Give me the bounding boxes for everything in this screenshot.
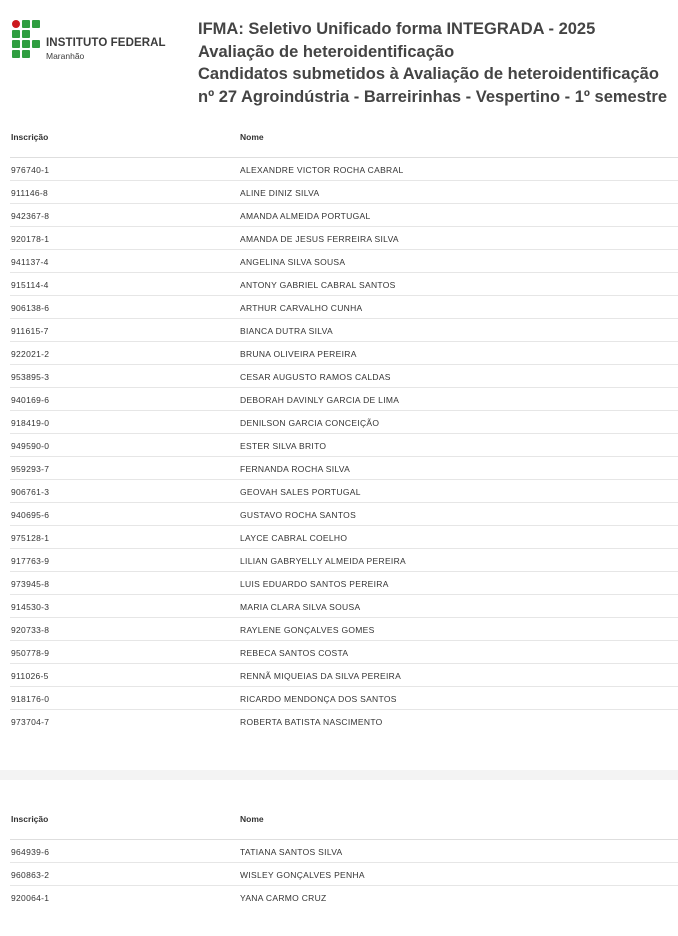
nome-cell: CESAR AUGUSTO RAMOS CALDAS <box>240 372 391 382</box>
table-header <box>10 806 678 840</box>
inscricao-cell: 918176-0 <box>11 694 50 704</box>
inscricao-cell: 949590-0 <box>11 441 50 451</box>
inscricao-cell: 940695-6 <box>11 510 50 520</box>
nome-cell: GUSTAVO ROCHA SANTOS <box>240 510 357 520</box>
inscricao-cell: 920064-1 <box>11 893 50 903</box>
table-row <box>10 549 678 572</box>
nome-cell: RAYLENE GONÇALVES GOMES <box>240 625 375 635</box>
nome-cell: LILIAN GABRYELLY ALMEIDA PEREIRA <box>240 556 406 566</box>
inscricao-cell: 950778-9 <box>11 648 50 658</box>
title-line-3: Candidatos submetidos à Avaliação de heteroidentificação <box>198 65 659 83</box>
inscricao-cell: 914530-3 <box>11 602 50 612</box>
inscricao-cell: 953895-3 <box>11 372 50 382</box>
title-line-1: IFMA: Seletivo Unificado forma INTEGRADA - 2025 <box>198 20 596 38</box>
table-row <box>10 250 678 273</box>
table-row <box>10 863 678 886</box>
table-row <box>10 434 678 457</box>
table-row <box>10 388 678 411</box>
table-row <box>10 687 678 710</box>
nome-cell: GEOVAH SALES PORTUGAL <box>240 487 361 497</box>
nome-cell: ALINE DINIZ SILVA <box>240 188 320 198</box>
table-body <box>10 840 678 908</box>
table-row <box>10 641 678 664</box>
inscricao-cell: 976740-1 <box>11 165 50 175</box>
logo-campus: Maranhão <box>46 51 85 61</box>
title-line-2: Avaliação de heteroidentificação <box>198 42 455 61</box>
candidates-table-1 <box>10 124 678 732</box>
inscricao-cell: 920178-1 <box>11 234 50 244</box>
nome-cell: BIANCA DUTRA SILVA <box>240 326 333 336</box>
nome-cell: ANTONY GABRIEL CABRAL SANTOS <box>240 280 396 290</box>
inscricao-cell: 940169-6 <box>11 395 50 405</box>
title-line-4: nº 27 Agroindústria - Barreirinhas - Vespertino - 1º semestre <box>198 87 668 106</box>
inscricao-cell: 915114-4 <box>11 280 49 290</box>
table-row <box>10 365 678 388</box>
table-row <box>10 181 678 204</box>
table-row <box>10 526 678 549</box>
table-row <box>10 503 678 526</box>
inscricao-cell: 941137-4 <box>11 257 49 267</box>
table-row <box>10 572 678 595</box>
nome-cell: ARTHUR CARVALHO CUNHA <box>240 303 363 313</box>
inscricao-cell: 922021-2 <box>11 349 50 359</box>
nome-cell: AMANDA ALMEIDA PORTUGAL <box>240 211 371 221</box>
nome-cell: WISLEY GONÇALVES PENHA <box>240 870 365 880</box>
table-body <box>10 158 678 732</box>
nome-cell: FERNANDA ROCHA SILVA <box>240 464 351 474</box>
table-header <box>10 124 678 158</box>
table-row <box>10 840 678 863</box>
inscricao-cell: 973704-7 <box>11 717 50 727</box>
nome-cell: RICARDO MENDONÇA DOS SANTOS <box>240 694 397 704</box>
candidates-table-2 <box>10 806 678 908</box>
column-header-nome: Nome <box>240 814 264 824</box>
inscricao-cell: 960863-2 <box>11 870 50 880</box>
inscricao-cell: 959293-7 <box>11 464 50 474</box>
table-row <box>10 886 678 908</box>
table-row <box>10 319 678 342</box>
ifma-logo <box>12 20 166 62</box>
column-header-inscricao: Inscrição <box>11 814 49 824</box>
nome-cell: YANA CARMO CRUZ <box>240 893 327 903</box>
inscricao-cell: 975128-1 <box>11 533 50 543</box>
inscricao-cell: 906138-6 <box>11 303 50 313</box>
table-row <box>10 618 678 641</box>
table-row <box>10 411 678 434</box>
inscricao-cell: 906761-3 <box>11 487 50 497</box>
inscricao-cell: 911615-7 <box>11 326 49 336</box>
table-row <box>10 595 678 618</box>
nome-cell: AMANDA DE JESUS FERREIRA SILVA <box>240 234 399 244</box>
table-row <box>10 204 678 227</box>
table-row <box>10 664 678 687</box>
table-row <box>10 710 678 732</box>
nome-cell: BRUNA OLIVEIRA PEREIRA <box>240 349 357 359</box>
nome-cell: ESTER SILVA BRITO <box>240 441 327 451</box>
nome-cell: RENNÃ MIQUEIAS DA SILVA PEREIRA <box>240 671 402 681</box>
table-row <box>10 457 678 480</box>
table-row <box>10 158 678 181</box>
logo-mark-icon <box>12 20 42 60</box>
table-row <box>10 296 678 319</box>
inscricao-cell: 964939-6 <box>11 847 50 857</box>
inscricao-cell: 942367-8 <box>11 211 50 221</box>
nome-cell: LUIS EDUARDO SANTOS PEREIRA <box>240 579 389 589</box>
column-header-nome: Nome <box>240 132 264 142</box>
inscricao-cell: 911026-5 <box>11 671 49 681</box>
nome-cell: ALEXANDRE VICTOR ROCHA CABRAL <box>240 165 404 175</box>
header <box>0 0 678 115</box>
inscricao-cell: 973945-8 <box>11 579 50 589</box>
table-row <box>10 342 678 365</box>
table-row <box>10 480 678 503</box>
nome-cell: REBECA SANTOS COSTA <box>240 648 349 658</box>
logo-name: INSTITUTO FEDERAL <box>46 37 166 49</box>
page-break-divider <box>0 770 678 780</box>
column-header-inscricao: Inscrição <box>11 132 49 142</box>
nome-cell: TATIANA SANTOS SILVA <box>240 847 343 857</box>
nome-cell: ROBERTA BATISTA NASCIMENTO <box>240 717 383 727</box>
inscricao-cell: 920733-8 <box>11 625 50 635</box>
page-title-block <box>198 18 676 108</box>
table-row <box>10 227 678 250</box>
nome-cell: LAYCE CABRAL COELHO <box>240 533 348 543</box>
table-row <box>10 273 678 296</box>
nome-cell: DEBORAH DAVINLY GARCIA DE LIMA <box>240 395 400 405</box>
nome-cell: DENILSON GARCIA CONCEIÇÃO <box>240 418 380 428</box>
nome-cell: MARIA CLARA SILVA SOUSA <box>240 602 361 612</box>
inscricao-cell: 917763-9 <box>11 556 50 566</box>
nome-cell: ANGELINA SILVA SOUSA <box>240 257 346 267</box>
inscricao-cell: 918419-0 <box>11 418 50 428</box>
inscricao-cell: 911146-8 <box>11 188 49 198</box>
